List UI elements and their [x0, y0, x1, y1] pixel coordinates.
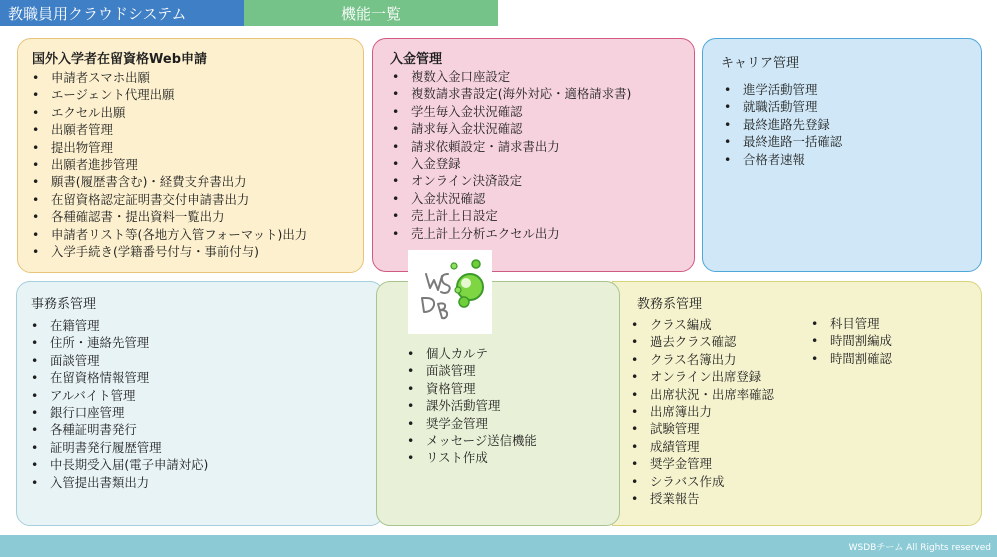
list-item: • 証明書発行履歴管理 — [29, 439, 208, 456]
list-item: • 面談管理 — [29, 352, 208, 369]
list-item: • オンライン決済設定 — [390, 172, 631, 189]
feature-list — [405, 345, 537, 467]
list-item: • 出席簿出力 — [629, 403, 774, 420]
list-item: • 中長期受入届(電子申請対応) — [29, 456, 208, 473]
feature-list — [390, 68, 631, 242]
list-item: • 入金登録 — [390, 155, 631, 172]
list-item: • 面談管理 — [405, 362, 537, 379]
list-item: • 進学活動管理 — [722, 81, 842, 98]
list-item: • 在籍管理 — [29, 317, 208, 334]
list-item: • 学生毎入金状況確認 — [390, 103, 631, 120]
career-management-panel — [702, 38, 982, 272]
app-title-tab — [0, 0, 244, 26]
list-item: • 提出物管理 — [30, 139, 307, 156]
footer — [0, 535, 997, 557]
panel-title: 事務系管理 — [31, 297, 97, 312]
list-item: • 奨学金管理 — [629, 455, 774, 472]
copyright-text: WSDBチーム All Rights reserved — [848, 543, 991, 553]
panel-title: 教務系管理 — [637, 297, 703, 312]
section-title: 機能一覧 — [340, 4, 401, 23]
list-item: • 入金状況確認 — [390, 190, 631, 207]
list-item: • 在留資格認定証明書交付申請書出力 — [30, 191, 307, 208]
list-item: • 銀行口座管理 — [29, 404, 208, 421]
list-item: • アルバイト管理 — [29, 387, 208, 404]
feature-list — [30, 69, 307, 260]
list-item: • 課外活動管理 — [405, 397, 537, 414]
list-item: • 複数入金口座設定 — [390, 68, 631, 85]
list-item: • エクセル出願 — [30, 104, 307, 121]
list-item: • 就職活動管理 — [722, 98, 842, 115]
list-item: • 入管提出書類出力 — [29, 474, 208, 491]
office-management-panel — [16, 281, 384, 526]
list-item: • 請求依頼設定・請求書出力 — [390, 138, 631, 155]
feature-list-left — [629, 316, 774, 507]
feature-list — [29, 317, 208, 491]
list-item: • 出願者管理 — [30, 121, 307, 138]
list-item: • 申請者リスト等(各地方入管フォーマット)出力 — [30, 226, 307, 243]
list-item: • 奨学金管理 — [405, 415, 537, 432]
list-item: • 合格者速報 — [722, 151, 842, 168]
list-item: • 売上計上分析エクセル出力 — [390, 225, 631, 242]
wsdb-logo — [408, 250, 492, 334]
list-item: • 時間割確認 — [809, 350, 892, 367]
list-item: • 個人カルテ — [405, 345, 537, 362]
academic-management-panel — [612, 281, 982, 526]
list-item: • 願書(履歴書含む)・経費支弁書出力 — [30, 173, 307, 190]
section-title-tab — [244, 0, 498, 26]
list-item: • シラバス作成 — [629, 473, 774, 490]
panel-title: 国外入学者在留資格Web申請 — [32, 52, 207, 67]
list-item: • エージェント代理出願 — [30, 86, 307, 103]
list-item: • クラス名簿出力 — [629, 351, 774, 368]
list-item: • メッセージ送信機能 — [405, 432, 537, 449]
feature-list-right — [809, 315, 892, 367]
list-item: • 各種証明書発行 — [29, 421, 208, 438]
list-item: • クラス編成 — [629, 316, 774, 333]
list-item: • 請求毎入金状況確認 — [390, 120, 631, 137]
list-item: • 複数請求書設定(海外対応・適格請求書) — [390, 85, 631, 102]
list-item: • 試験管理 — [629, 420, 774, 437]
list-item: • オンライン出席登録 — [629, 368, 774, 385]
list-item: • 時間割編成 — [809, 332, 892, 349]
feature-list — [722, 81, 842, 168]
list-item: • リスト作成 — [405, 449, 537, 466]
payment-management-panel — [372, 38, 695, 272]
list-item: • 入学手続き(学籍番号付与・事前付与) — [30, 243, 307, 260]
international-application-panel — [17, 38, 364, 273]
list-item: • 科目管理 — [809, 315, 892, 332]
wsdb-logo-icon — [408, 250, 492, 334]
list-item: • 住所・連絡先管理 — [29, 334, 208, 351]
list-item: • 在留資格情報管理 — [29, 369, 208, 386]
list-item: • 資格管理 — [405, 380, 537, 397]
list-item: • 最終進路一括確認 — [722, 133, 842, 150]
list-item: • 申請者スマホ出願 — [30, 69, 307, 86]
panel-title: 入金管理 — [390, 52, 443, 67]
list-item: • 売上計上日設定 — [390, 207, 631, 224]
panel-title: キャリア管理 — [721, 56, 800, 71]
list-item: • 授業報告 — [629, 490, 774, 507]
list-item: • 成績管理 — [629, 438, 774, 455]
list-item: • 出願者進捗管理 — [30, 156, 307, 173]
app-title: 教職員用クラウドシステム — [8, 4, 187, 23]
list-item: • 最終進路先登録 — [722, 116, 842, 133]
list-item: • 各種確認書・提出資料一覧出力 — [30, 208, 307, 225]
list-item: • 出席状況・出席率確認 — [629, 386, 774, 403]
list-item: • 過去クラス確認 — [629, 333, 774, 350]
